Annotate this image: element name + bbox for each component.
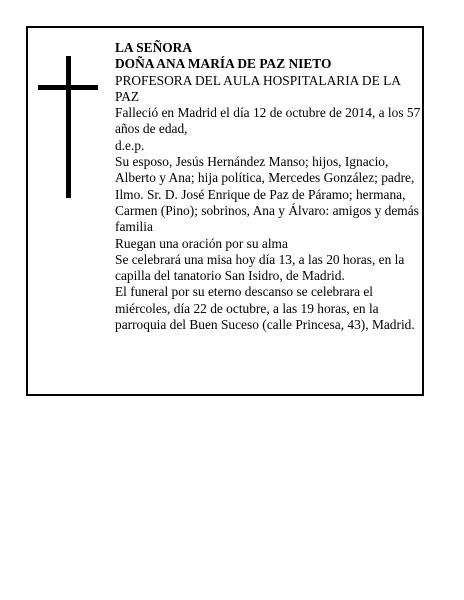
death-statement: Falleció en Madrid el día 12 de octubre de 2014, a los 57 años de edad,: [115, 105, 421, 137]
obituary-text: [115, 40, 421, 333]
deceased-name: DOÑA ANA MARÍA DE PAZ NIETO: [115, 56, 332, 72]
cross-horizontal-bar: [38, 85, 98, 90]
obituary-notice: [26, 26, 424, 396]
rip-abbreviation: d.e.p.: [115, 137, 145, 153]
mass-announcement: Se celebrará una misa hoy día 13, a las 20 horas, en la capilla del tanatorio San Isidro, de Madrid.: [115, 251, 405, 284]
notice-title: LA SEÑORA: [115, 40, 193, 55]
family-list: Su esposo, Jesús Hernández Manso; hijos, Ignacio, Alberto y Ana; hija política, Mercedes González; padre, Ilmo. Sr. D. José Enrique de Paz de Páramo; hermana, Carmen (Pino); sobrinos, Ana y Álvaro: amigos y demás familia: [115, 154, 419, 235]
deceased-profession: PROFESORA DEL AULA HOSPITALARIA DE LA PAZ: [115, 72, 401, 104]
funeral-announcement: El funeral por su eterno descanso se celebrara el miércoles, día 22 de octubre, a las 19 horas, en la parroquia del Buen Suceso (calle Princesa, 43), Madrid.: [115, 284, 415, 333]
prayer-request: Ruegan una oración por su alma: [115, 235, 288, 251]
cross-vertical-bar: [66, 56, 71, 198]
